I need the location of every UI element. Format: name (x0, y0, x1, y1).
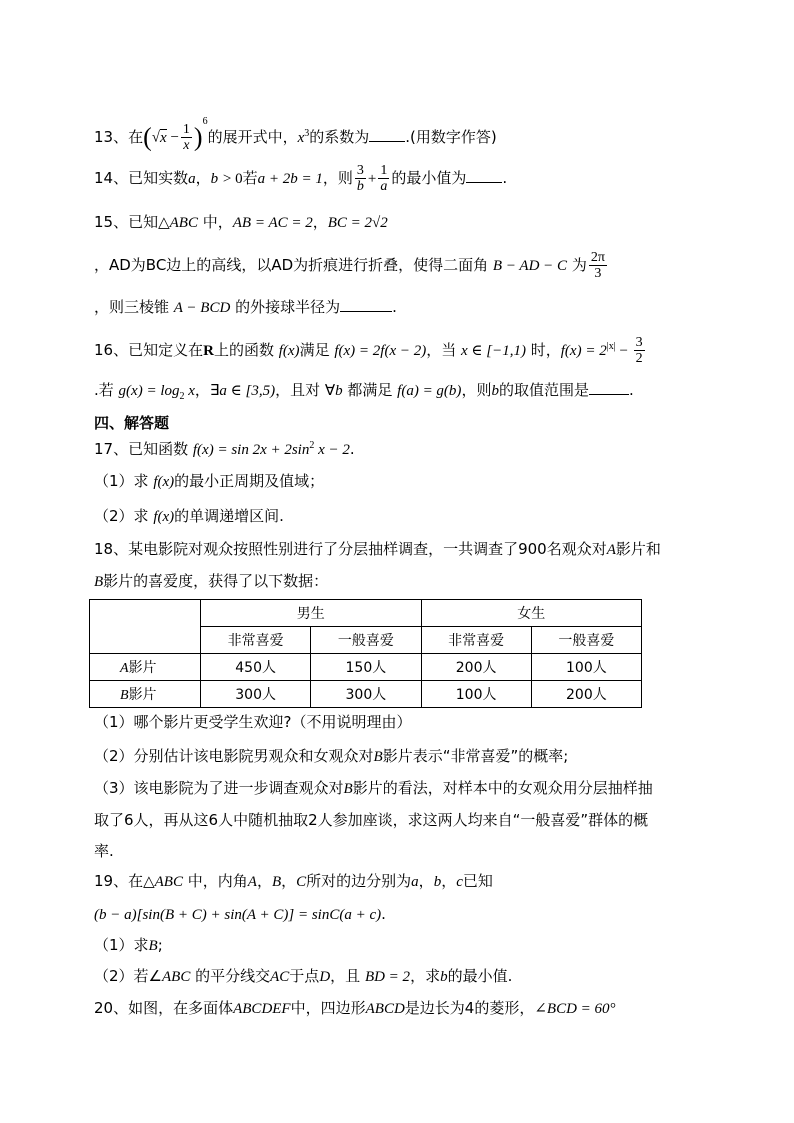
row-label: B影片 (90, 681, 201, 708)
table-cell: 150人 (311, 654, 421, 681)
table-cell: 100人 (421, 681, 531, 708)
fraction: $\frac{1}{x}$ (182, 122, 190, 153)
question-18-part3-line3: 率. (94, 842, 114, 860)
section-heading: 四、解答题 (94, 414, 170, 432)
question-15-line3: ，则三棱锥 A − BCD 的外接球半径为 . (94, 298, 397, 316)
question-19-equation: (b − a)[sin(B + C) + sin(A + C)] = sinC(a + c). (94, 905, 386, 923)
question-18: 18、某电影院对观众按照性别进行了分层抽样调查，一共调查了900名观众对A影片和 (94, 540, 661, 558)
question-15-line2: ，AD为BC边上的高线，以AD为折痕进行折叠，使得二面角 B − AD − C 为 $\frac{2\pi}{3}$ (94, 250, 605, 281)
fraction: $\frac{3}{2}$ (635, 335, 643, 366)
answer-blank (340, 297, 392, 312)
table-cell: 200人 (531, 681, 641, 708)
subheader-very: 非常喜爱 (201, 627, 311, 654)
survey-table (89, 599, 642, 708)
answer-blank (466, 168, 502, 183)
table-cell: 300人 (311, 681, 421, 708)
question-13: 13、在(√x − $\frac{1}{x}$ )$^6$的展开式中，$x^3$的系数为 .(用数字作答) (94, 116, 497, 153)
question-17-part1: （1）求 f(x)的最小正周期及值域； (94, 472, 325, 490)
answer-blank (369, 127, 405, 142)
subheader-general: 一般喜爱 (531, 627, 641, 654)
table-cell: 200人 (421, 654, 531, 681)
table-cell: 450人 (201, 654, 311, 681)
table-cell: 300人 (201, 681, 311, 708)
answer-blank (589, 380, 629, 395)
fraction: $\frac{1}{a}$ (380, 163, 388, 194)
question-19-part1: （1）求B; (94, 936, 163, 954)
question-18-part1: （1）哪个影片更受学生欢迎?（不用说明理由） (94, 713, 412, 731)
table-corner (90, 600, 201, 654)
question-17: 17、已知函数 $f(x) = \sin 2x + 2\sin^2$ x − 2. (94, 440, 355, 458)
subheader-general: 一般喜爱 (311, 627, 421, 654)
question-17-part2: （2）求 f(x)的单调递增区间. (94, 507, 284, 525)
fraction: $\frac{2\pi}{3}$ (590, 250, 605, 281)
fraction: $\frac{3}{b}$ (356, 163, 364, 194)
subheader-very: 非常喜爱 (421, 627, 531, 654)
row-label: A影片 (90, 654, 201, 681)
question-16: 16、已知定义在R上的函数 f(x)满足 f(x) = 2f(x − 2)，当 x ∈ [−1,1) 时，$f(x) = 2^{|x|}$ − $\frac{3}{2}$ (94, 335, 643, 366)
question-18-part3: （3）该电影院为了进一步调查观众对B影片的看法，对样本中的女观众用分层抽样抽 (94, 779, 653, 797)
header-male: 男生 (201, 600, 422, 627)
question-18-part2: （2）分别估计该电影院男观众和女观众对B影片表示“非常喜爱”的概率; (94, 747, 569, 765)
question-19: 19、在△ABC 中，内角A，B，C所对的边分别为a，b，c已知 (94, 872, 493, 890)
question-15: 15、已知△ABC 中，AB = AC = 2，BC = 2√2 (94, 213, 388, 231)
header-female: 女生 (421, 600, 642, 627)
question-18-part3-line2: 取了6人，再从这6人中随机抽取2人参加座谈，求这两人均来自“一般喜爱”群体的概 (94, 811, 649, 829)
table-row (90, 654, 642, 681)
question-18-line2: B影片的喜爱度，获得了以下数据： (94, 572, 329, 590)
table-cell: 100人 (531, 654, 641, 681)
question-14: 14、已知实数a，b > 0若a + 2b = 1，则 $\frac{3}{b}$ + $\frac{1}{a}$ 的最小值为 . (94, 163, 508, 194)
question-number: 13、 (94, 128, 129, 146)
question-20: 20、如图，在多面体ABCDEF中，四边形ABCD是边长为4的菱形，∠BCD = 60° (94, 999, 616, 1017)
question-19-part2: （2）若∠ABC 的平分线交AC于点D，且 BD = 2，求b的最小值. (94, 967, 513, 985)
question-16-line2: .若 $g(x) = \log_2 x$，∃a ∈ [3,5)，且对 ∀b 都满足 f(a) = g(b)，则b的取值范围是 . (94, 381, 634, 402)
table-row (90, 681, 642, 708)
